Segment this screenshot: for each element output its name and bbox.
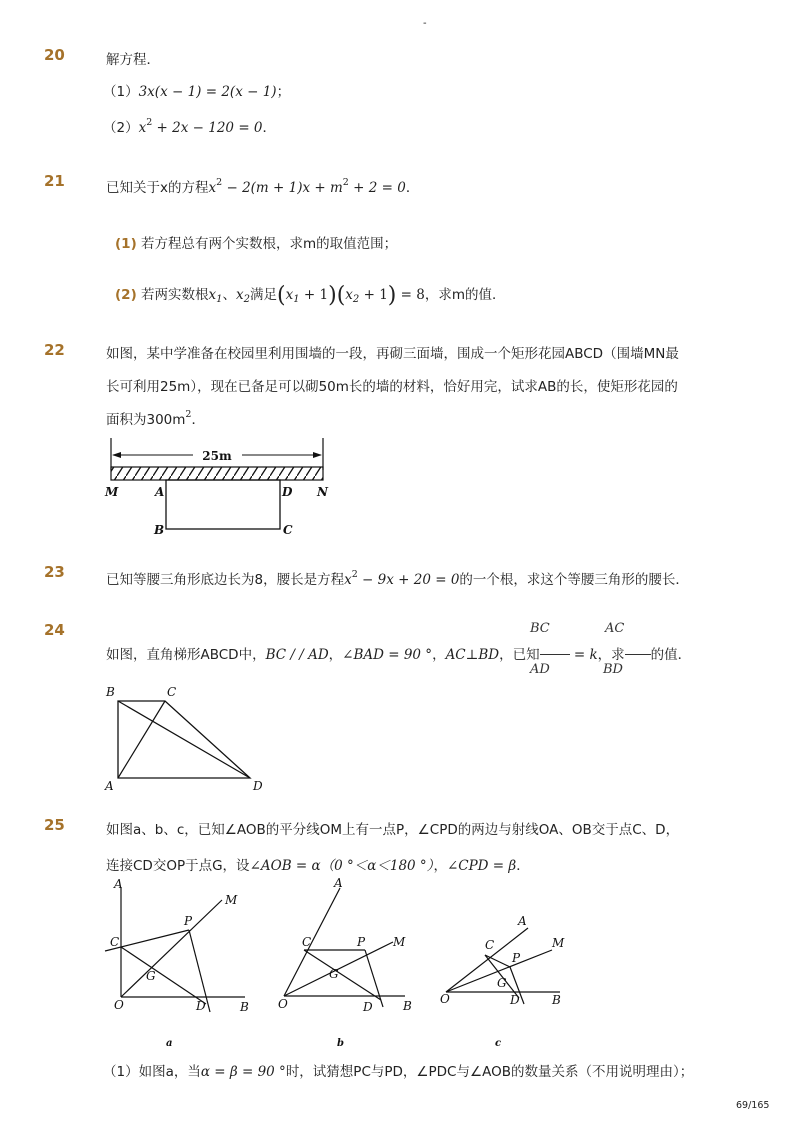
page-number: 69/165: [736, 1100, 770, 1111]
q21-paren2-rest: + 1: [359, 287, 388, 303]
q25b-label-G: G: [329, 967, 339, 981]
q25c-label-A: A: [518, 914, 527, 928]
q21-paren1-x: x: [285, 287, 294, 303]
q22-label-N: N: [317, 485, 328, 499]
q21-part2-label: (2): [115, 287, 137, 303]
q23-end: 的一个根，求这个等腰三角形的腰长．: [459, 572, 689, 588]
q25-line2-pre: 连接CD交OP于点G，设: [106, 858, 250, 874]
q25-figure-b: [278, 876, 412, 1049]
q25b-label-O: O: [278, 997, 288, 1011]
q25c-label-P: P: [512, 951, 521, 965]
q21-eq-sup1: 2: [216, 177, 223, 188]
question-number-23: 23: [44, 563, 65, 581]
q21-stem-end: ．: [405, 180, 420, 196]
q25b-caption: b: [337, 1038, 344, 1049]
q25-line1: 如图a、b、c，已知∠AOB的平分线OM上有一点P，∠CPD的两边与射线OA、OB交于点C、D，: [106, 822, 680, 838]
q22-line3-pre: 面积为300m: [106, 412, 186, 428]
q24-frac2-den: BD: [603, 662, 623, 677]
q25a-caption: a: [166, 1038, 173, 1049]
q21-x1: x: [208, 287, 217, 303]
question-number-21: 21: [44, 172, 65, 190]
q21-paren1-open: (: [277, 283, 286, 308]
q25b-label-P: P: [357, 935, 366, 949]
q23-pre: 已知等腰三角形底边长为8，腰长是方程: [106, 572, 345, 588]
q25a-label-D: D: [196, 999, 206, 1013]
q25b-label-A: A: [334, 876, 343, 890]
q25a-ray-OM: [121, 900, 222, 997]
q25c-label-D: D: [510, 993, 520, 1007]
q25c-label-O: O: [440, 992, 450, 1006]
q20-part1-label: （1）: [103, 84, 139, 100]
q24-label-A: A: [105, 779, 114, 793]
q20-part2-sup: 2: [146, 117, 153, 128]
q25-part1-end: 时，试猜想PC与PD，∠PDC与∠AOB的数量关系（不用说明理由）；: [285, 1064, 694, 1080]
q25b-label-D: D: [363, 1000, 373, 1014]
question-number-24: 24: [44, 621, 65, 639]
q24-sep1: ，: [328, 647, 343, 663]
q20-part2-rest: + 2x − 120 = 0: [152, 120, 263, 136]
q21-paren2-x: x: [345, 287, 353, 303]
q25a-label-P: P: [184, 914, 193, 928]
q21-eq-mid: − 2(m + 1)x + m: [222, 180, 343, 196]
q21-x1-sub: 1: [216, 294, 223, 305]
q21-paren1-close: ): [328, 283, 337, 308]
q25c-label-M: M: [552, 936, 565, 950]
q24-frac1-num: BC: [530, 621, 550, 636]
q21-paren1-sub: 1: [293, 294, 300, 305]
q24-cond1: BC / / AD: [265, 647, 329, 663]
q22-dim-label: 25m: [202, 449, 232, 463]
q25-part1-math: α = β = 90 °: [200, 1064, 286, 1080]
q22-label-M: M: [105, 485, 119, 499]
q21-paren2-close: ): [387, 283, 397, 308]
q25-part1-label: （1）: [103, 1064, 139, 1080]
q22-label-B: B: [154, 523, 165, 537]
q21-paren2-sub: 2: [352, 294, 360, 305]
q23-eq-sup: 2: [351, 569, 358, 580]
q21-eq-tail: + 2 = 0: [348, 180, 406, 196]
q21-part2-mid: 满足: [250, 287, 278, 303]
q21-eq-sup2: 2: [342, 177, 349, 188]
q20-part2-x: x: [138, 120, 147, 136]
q21-part2-end: ，求m的值．: [424, 287, 506, 303]
q25a-label-C: C: [110, 935, 120, 949]
q25a-label-O: O: [114, 998, 124, 1012]
q20-part2-label: （2）: [103, 120, 139, 136]
q24-label-B: B: [106, 685, 115, 699]
q24-frac1-den: AD: [530, 662, 550, 677]
question-number-25: 25: [44, 816, 65, 834]
q25-figure-a: [105, 877, 249, 1049]
q21-part1-label: (1): [115, 236, 137, 252]
q25c-label-C: C: [485, 938, 495, 952]
q20-part1-end: ；: [276, 84, 291, 100]
q25a-label-B: B: [240, 1000, 249, 1014]
q21-eq-x: x: [208, 180, 217, 196]
q25-figure-c: [440, 914, 565, 1049]
q25a-label-A: A: [114, 877, 123, 891]
q20-part2-end: ．: [262, 120, 277, 136]
q24-sep4: ，求: [597, 647, 625, 663]
q22-label-C: C: [283, 523, 293, 537]
q25-line2-end: ．: [516, 858, 530, 874]
q25a-label-G: G: [146, 969, 156, 983]
q22-line3-sup: 2: [185, 409, 192, 420]
top-mark: -: [423, 18, 427, 29]
q24-eq-k: = k: [569, 647, 598, 663]
q24-cond2: ∠BAD = 90 °: [342, 647, 433, 663]
q24-label-C: C: [167, 685, 177, 699]
q23-eq-x: x: [344, 572, 352, 588]
q20-part1-eq-c: 2(x − 1): [221, 84, 277, 100]
question-number-22: 22: [44, 341, 65, 359]
q22-line1: 如图，某中学准备在校园里利用围墙的一段，再砌三面墙，围成一个矩形花园ABCD（围墙MN最: [106, 346, 679, 362]
q24-frac2-num: AC: [605, 621, 625, 636]
q21-part2-eq: = 8: [396, 287, 425, 303]
q25-line2-math2: ∠CPD = β: [446, 858, 517, 874]
q20-stem: 解方程．: [106, 52, 160, 68]
q21-paren2-open: (: [336, 283, 346, 308]
q25-line2-range: （0 °＜α＜180 °）: [320, 858, 434, 874]
q25b-label-B: B: [403, 999, 412, 1013]
q25a-label-M: M: [225, 893, 238, 907]
q25b-line-CD: [304, 950, 381, 1000]
q24-label-D: D: [253, 779, 263, 793]
q22-line3-end: ．: [191, 412, 205, 428]
q20-part1-eq-b: =: [201, 84, 222, 100]
q21-stem-pre: 已知关于x的方程: [106, 180, 209, 196]
q25-part1: [103, 1060, 693, 1080]
q25b-label-C: C: [302, 935, 312, 949]
q25b-label-M: M: [393, 935, 406, 949]
q24-sep3: ，已知: [499, 647, 540, 663]
q25b-line-PD: [365, 950, 383, 1007]
q21-paren1-rest: + 1: [299, 287, 329, 303]
q25c-label-B: B: [552, 993, 561, 1007]
q25-part1-pre: 如图a，当: [138, 1064, 201, 1080]
q20-part1-eq-a: 3x(x − 1): [138, 84, 202, 100]
q22-line2: 长可利用25m），现在已备足可以砌50m长的墙的材料，恰好用完，试求AB的长，使矩形花园的: [106, 379, 678, 395]
q25-line2-sep: ，: [433, 858, 447, 874]
q24-cond3: AC⊥BD: [445, 647, 500, 663]
q24-pre: 如图，直角梯形ABCD中，: [106, 647, 266, 663]
q21-x2: x: [236, 287, 244, 303]
q21-part2-pre: 若两实数根: [141, 287, 209, 303]
q25c-caption: c: [495, 1038, 502, 1049]
q24-end: 的值．: [650, 647, 692, 663]
q22-label-A: A: [155, 485, 165, 499]
q23-eq-rest: − 9x + 20 = 0: [357, 572, 460, 588]
question-number-20: 20: [44, 46, 65, 64]
q25c-label-G: G: [497, 976, 507, 990]
q25c-line-CP: [485, 955, 510, 967]
q21-x2-sub: 2: [243, 294, 251, 305]
q22-label-D: D: [282, 485, 293, 499]
q24-sep2: ，: [432, 647, 446, 663]
q25-line2-math1: ∠AOB = α: [249, 858, 321, 874]
q21-sep: 、: [222, 287, 237, 303]
q21-part1-text: 若方程总有两个实数根，求m的取值范围；: [141, 236, 398, 252]
